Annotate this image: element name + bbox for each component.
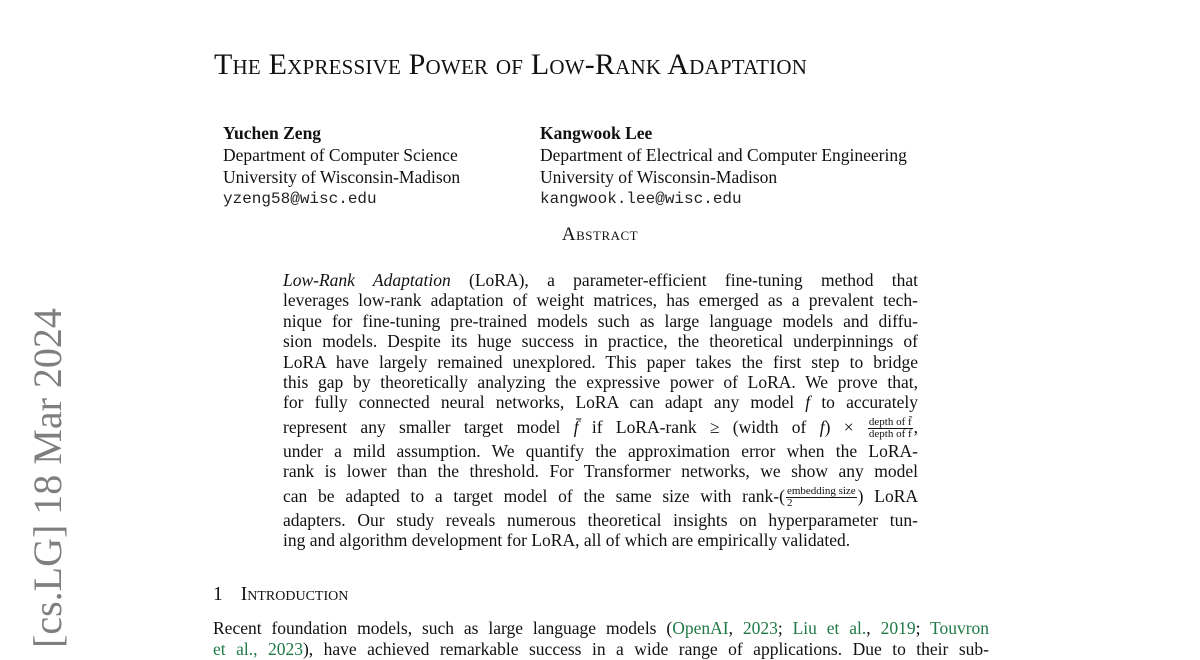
paper-title: The Expressive Power of Low-Rank Adaptation: [214, 48, 808, 81]
section-number: 1: [213, 584, 223, 605]
author-name: Kangwook Lee: [540, 123, 653, 143]
abstract-line: rank is lower than the threshold. For Transformer networks, we show any model: [283, 461, 918, 482]
abstract-line: Low-Rank Adaptation (LoRA), a parameter-efficient fine-tuning method that: [283, 270, 918, 290]
author-email[interactable]: yzeng58@wisc.edu: [223, 190, 377, 208]
abstract-line: ing and algorithm development for LoRA, all of which are empirically validated.: [283, 530, 851, 551]
embedding-fraction: $\frac{\text{embedding size}}{2}$: [786, 485, 856, 510]
abstract-line: under a mild assumption. We quantify the approximation error when the LoRA-: [283, 440, 918, 461]
author-university: University of Wisconsin-Madison: [540, 167, 778, 187]
abstract-heading: Abstract: [561, 224, 639, 245]
author-university: University of Wisconsin-Madison: [223, 167, 461, 187]
abstract-line: for fully connected neural networks, LoRA can adapt any model f to accurately: [283, 392, 918, 413]
abstract-body: [283, 270, 918, 550]
author-email[interactable]: kangwook.lee@wisc.edu: [540, 190, 742, 208]
abstract-line: adapters. Our study reveals numerous theoretical insights on hyperparameter tun-: [283, 509, 918, 530]
abstract-line: can be adapted to a target model of the same size with rank-( $\frac{\text{embedding size}}{2}$ ) LoRA: [283, 485, 919, 510]
intro-line: et al., 2023), have achieved remarkable success in a wide range of applications. Due to their sub-: [213, 639, 989, 659]
citation-link[interactable]: 2019: [880, 618, 916, 638]
abstract-line: leverages low-rank adaptation of weight matrices, has emerged as a prevalent tech-: [283, 290, 918, 311]
intro-paragraph: [213, 618, 989, 660]
arxiv-stamp: [cs.LG] 18 Mar 2024: [25, 308, 70, 648]
author-block: [223, 122, 460, 210]
citation-link[interactable]: Liu et al.: [792, 618, 867, 638]
author-name: Yuchen Zeng: [223, 123, 322, 143]
citation-link[interactable]: et al., 2023: [213, 639, 303, 659]
section-heading: [213, 584, 348, 606]
abstract-line: sion models. Despite its huge success in practice, the theoretical underpinnings of: [283, 331, 918, 352]
abstract-line: LoRA have largely remained unexplored. This paper takes the first step to bridge: [283, 351, 918, 372]
citation-link[interactable]: OpenAI: [672, 618, 729, 638]
abstract-line: this gap by theoretically analyzing the expressive power of LoRA. We prove that,: [283, 372, 918, 393]
author-department: Department of Electrical and Computer Engineering: [540, 145, 907, 165]
abstract-term: Low-Rank Adaptation: [283, 270, 451, 290]
section-title: Introduction: [240, 584, 349, 605]
abstract-line: represent any smaller target model f̄ if LoRA-rank ≥ (width of f) × $\frac{\text{depth of f̄}}{\text{depth of f}}$ ,: [283, 416, 919, 441]
depth-fraction: $\frac{\text{depth of f̄}}{\text{depth of f}}$: [868, 416, 912, 441]
author-department: Department of Computer Science: [223, 145, 458, 165]
citation-link[interactable]: 2023: [742, 618, 778, 638]
intro-line: Recent foundation models, such as large language models (OpenAI, 2023; Liu et al., 2019; Touvron: [213, 618, 990, 638]
abstract-line: nique for fine-tuning pre-trained models such as large language models and diffu-: [283, 310, 918, 331]
author-block: [540, 122, 907, 210]
citation-link[interactable]: Touvron: [930, 618, 990, 638]
